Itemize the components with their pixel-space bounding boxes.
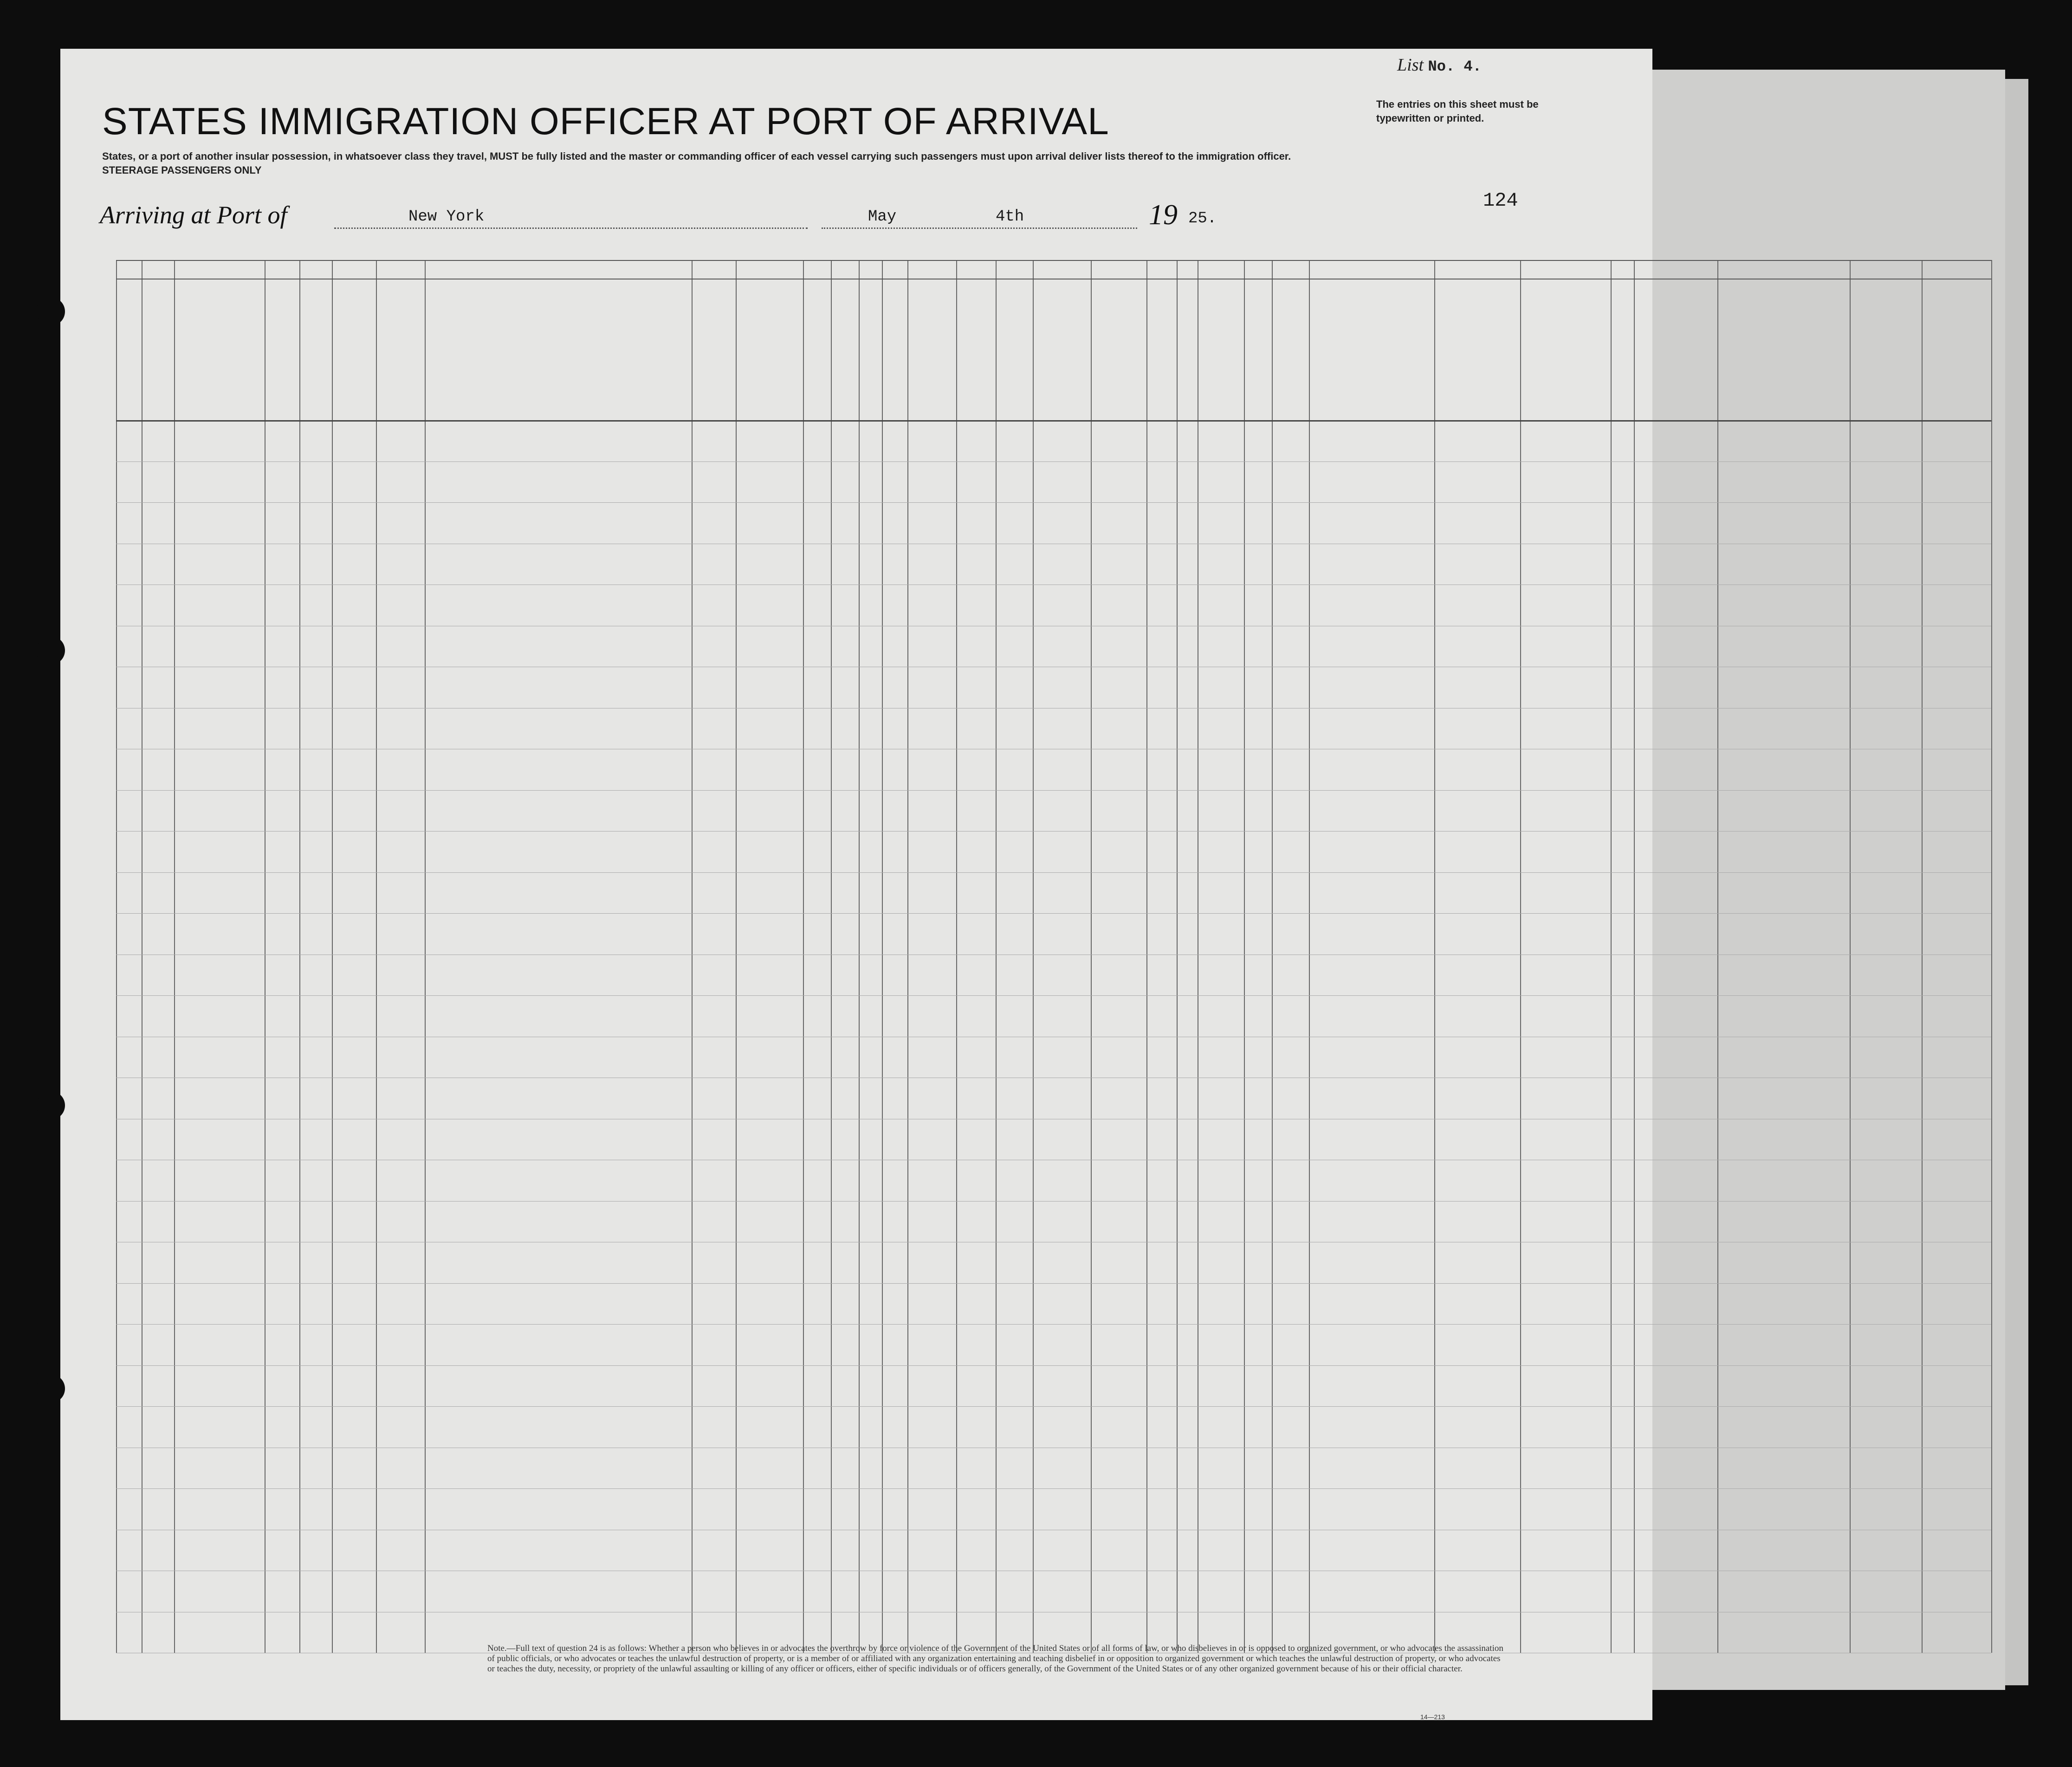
arriving-label: Arriving at Port of bbox=[100, 201, 287, 229]
column-divider bbox=[1520, 260, 1521, 1653]
column-divider bbox=[907, 260, 908, 1653]
page-title: STATES IMMIGRATION OFFICER AT PORT OF ARRIVAL bbox=[102, 100, 1109, 143]
column-divider bbox=[803, 260, 804, 1653]
column-divider bbox=[425, 260, 426, 1653]
column-divider bbox=[1309, 260, 1310, 1653]
column-divider bbox=[1177, 260, 1178, 1653]
column-divider bbox=[831, 260, 832, 1653]
row-rule bbox=[116, 872, 1991, 873]
column-divider bbox=[1922, 260, 1923, 1653]
column-divider bbox=[1717, 260, 1718, 1653]
column-divider bbox=[1434, 260, 1435, 1653]
column-divider bbox=[996, 260, 997, 1653]
column-divider bbox=[116, 260, 117, 1653]
column-divider bbox=[1991, 260, 1992, 1653]
column-divider bbox=[1244, 260, 1245, 1653]
form-code: 14—213 bbox=[1420, 1713, 1445, 1721]
column-divider bbox=[1033, 260, 1034, 1653]
column-divider bbox=[859, 260, 860, 1653]
column-divider bbox=[174, 260, 175, 1653]
row-rule bbox=[116, 913, 1991, 914]
row-rule bbox=[116, 1324, 1991, 1325]
date-line bbox=[822, 227, 1137, 229]
binder-hole bbox=[36, 636, 65, 665]
column-divider bbox=[1091, 260, 1092, 1653]
port-line bbox=[334, 227, 808, 229]
column-divider bbox=[1611, 260, 1612, 1653]
row-rule bbox=[116, 1283, 1991, 1284]
page-number: 124 bbox=[1483, 189, 1518, 212]
subtitle: States, or a port of another insular possession, in whatsoever class they travel, MUST be fully listed and the master or commanding officer of each vessel carrying such passengers must upon arrival deliver lists thereof to the immigration officer. STEERAGE PASSENGERS ONLY bbox=[102, 150, 1291, 176]
binder-hole bbox=[36, 297, 65, 326]
arrival-month: May bbox=[868, 208, 897, 226]
column-divider bbox=[882, 260, 883, 1653]
sheet-note: The entries on this sheet must be typewritten or printed. bbox=[1376, 98, 1539, 124]
column-divider bbox=[376, 260, 377, 1653]
column-divider bbox=[299, 260, 300, 1653]
column-divider bbox=[1146, 260, 1147, 1653]
column-divider bbox=[332, 260, 333, 1653]
footnote: Note.—Full text of question 24 is as follows: Whether a person who believes in or advocates the overthrow by force or violence of the Government of the United States or of all forms of law, or who disbelieves in or is opposed to organized government, or who advocates the assassination of public officials, or who advocates or teaches the unlawful destruction of property, or is a member of or affiliated with any organization entertaining and teaching disbelief in or opposition to organized government or which teaches the unlawful destruction of property, or who advocates or teaches the duty, necessity, or propriety of the unlawful assaulting or killing of any officer or officers, either of specific individuals or of officers generally, of the Government of the United States or of any other organized government because of his or their official character. bbox=[487, 1644, 1503, 1674]
column-divider bbox=[956, 260, 957, 1653]
port-name: New York bbox=[408, 208, 485, 226]
column-divider bbox=[1850, 260, 1851, 1653]
year-prefix: 19 bbox=[1149, 199, 1178, 231]
column-divider bbox=[736, 260, 737, 1653]
row-rule bbox=[116, 1365, 1991, 1366]
binder-hole bbox=[36, 1374, 65, 1403]
row-rule bbox=[116, 995, 1991, 996]
row-rule bbox=[116, 1406, 1991, 1407]
row-rule bbox=[116, 790, 1991, 791]
row-rule bbox=[116, 1488, 1991, 1489]
arrival-day: 4th bbox=[996, 208, 1024, 226]
row-rule bbox=[116, 502, 1991, 503]
header-rule bbox=[116, 420, 1991, 422]
header-rule bbox=[116, 260, 1991, 261]
column-divider bbox=[1634, 260, 1635, 1653]
column-divider bbox=[1272, 260, 1273, 1653]
back-page bbox=[1611, 70, 2005, 1690]
row-rule bbox=[116, 831, 1991, 832]
list-number: List No. 4. bbox=[1397, 55, 1482, 75]
binder-hole bbox=[36, 1091, 65, 1120]
row-rule bbox=[116, 1201, 1991, 1202]
year-suffix: 25. bbox=[1188, 210, 1217, 227]
column-divider bbox=[692, 260, 693, 1653]
row-rule bbox=[116, 461, 1991, 462]
